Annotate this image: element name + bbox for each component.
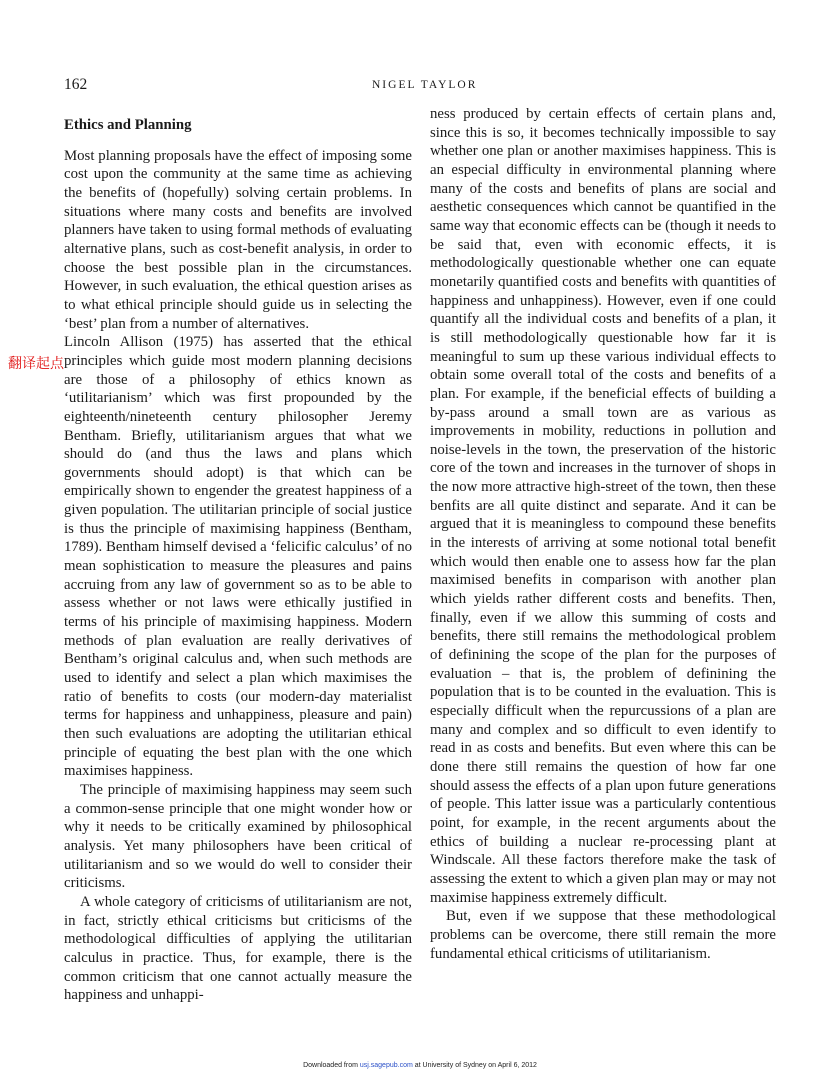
paragraph: Lincoln Allison (1975) has asserted that the ethical principles which guide most modern planning decisions are those of a philosophy of ethics known as ‘utilitarianism’ which was first propounded by the eighteenth/nineteenth century philosopher Jeremy Bentham. Briefly, utilitarianism argues that what we should do (and thus the laws and plans which governments should adopt) is that which can be empirically shown to engender the greatest happiness of a given population. The utilitarian principle of social justice is thus the principle of maximising happiness (Bentham, 1789). Bentham himself devised a ‘felicific calculus’ of no mean sophistication to measure the pleasures and pains accruing from any law of government so as to be able to assess whether or not laws were ethically justified in terms of his principle of maximising happiness. Modern methods of plan evaluation are really derivatives of Bentham’s original calculus and, when such methods are used to identify and select a plan which maximises the ratio of benefits to costs (our modern-day materialist terms for happiness and unhappiness, pleasure and pain) then such evaluations are adopting the utilitarian ethical principle of equating the best plan with the one which maximises happiness. [64,334,412,780]
left-column [64,106,412,1005]
footer-prefix: Downloaded from [303,1062,360,1069]
paragraph: A whole category of criticisms of utilitarianism are not, in fact, strictly ethical criticisms but criticisms of the methodological difficulties of applying the utilitarian calculus in practice. Thus, for example, there is the common criticism that one cannot actually measure the happiness and unhappi- [64,893,412,1004]
paragraph: Most planning proposals have the effect of imposing some cost upon the community at the same time as achieving the benefits of (hopefully) solving certain problems. In situations where many costs and benefits are involved planners have taken to using formal methods of evaluating alternative plans, such as cost-benefit analysis, in order to choose the best possible plan in the circumstances. However, in such evaluation, the ethical question arises as to what ethical principle should guide us in selecting the ‘best’ plan from a number of alternatives. [64,147,412,332]
right-column [430,105,776,963]
translation-watermark: 翻译起点 [8,356,64,372]
running-head: NIGEL TAYLOR [372,79,478,91]
download-footer [0,1062,840,1069]
paragraph: The principle of maximising happiness may seem such a common-sense principle that one might wonder how or why it needs to be critically examined by philosophical analysis. Yet many philosophers have been critical of utilitarianism and so we would do well to consider their criticisms. [64,781,412,892]
footer-link[interactable]: usj.sagepub.com [359,1062,413,1069]
paragraph: ness produced by certain effects of certain plans and, since this is so, it becomes technically impossible to say whether one plan or another maximises happiness. This is an especial difficulty in environmental planning where many of the costs and benefits of plans are social and aesthetic consequences which cannot be quantified in the same way that economic effects can be (though it needs to be said that, even with economic effects, it is methodologically questionable whether one can equate monetarily quantified costs and benefits with quantities of happiness and unhappiness). However, even if one could quantify all the individual costs and benefits of a plan, it is still methodologically questionable how far it is meaningful to sum up these various individual effects to obtain some overall total of the costs and benefits of a plan. For example, if the beneficial effects of building a by-pass around a small town are as various as improvements in mobility, reductions in pollution and noise-levels in the town, the preservation of the historic core of the town and increases in the turnover of shops in the now more attractive high-street of the town, then these benfits are all quite distinct and separate. And it can be argued that it is meaningless to compound these benefits in the interests of arriving at some notional total benefit which would then enable one to assess how far the plan maximised benefits in comparison with another plan which yields rather different costs and benefits. Then, finally, even if we allow this summing of costs and benefits, there still remains the methodological problem of definining the scope of the plan for the purposes of evaluation – that is, the problem of definining the population that is to be counted in the evaluation. This is especially difficult when the repurcussions of a plan are many and complex and so difficult to even identify to read in as costs and benefits. But even where this can be done there still remains the question of how far one should assess the effects of a plan upon future generations of people. This latter issue was a particularly contentious point, for example, in the recent arguments about the ethics of building a nuclear re-processing plant at Windscale. All these factors therefore make the task of assessing the extent to which a given plan may or may not maximise happiness extremely difficult. [430,106,776,906]
section-heading: Ethics and Planning [64,117,192,133]
page-number: 162 [64,76,88,93]
footer-suffix: at University of Sydney on April 6, 2012 [412,1062,537,1069]
paragraph: But, even if we suppose that these methodological problems can be overcome, there still remain the more fundamental ethical criticisms of utilitarianism. [430,908,776,962]
